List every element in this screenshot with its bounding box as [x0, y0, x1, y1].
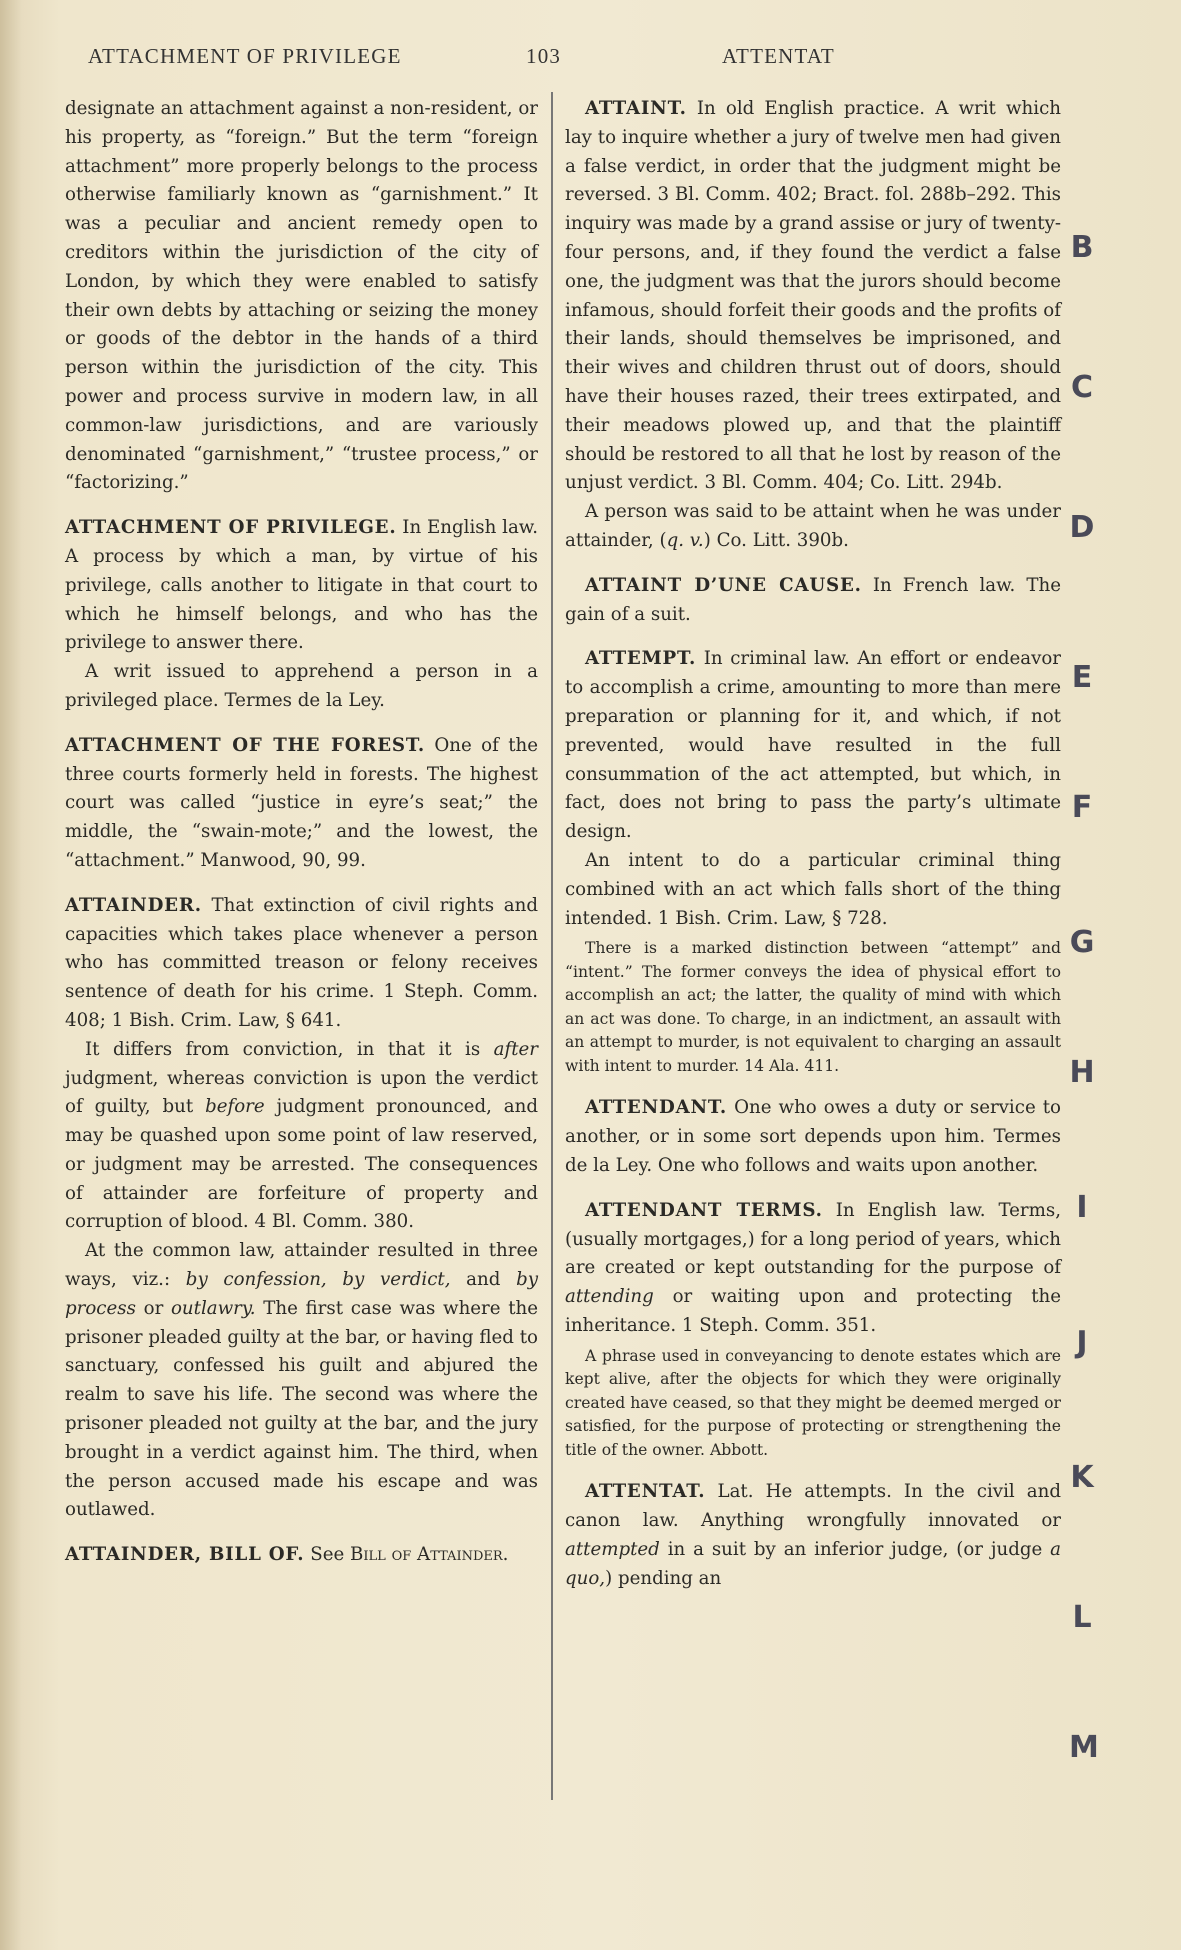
text-run: and	[450, 1269, 517, 1291]
see-text: See	[310, 1544, 345, 1566]
text-run: It differs from conviction, in that it is	[85, 1038, 494, 1060]
italic-run: after	[493, 1038, 538, 1060]
thumb-index-letter[interactable]: K	[1070, 1460, 1094, 1495]
thumb-index-letter[interactable]: E	[1071, 660, 1093, 695]
entry-note: There is a marked distinction between “attempt” and “intent.” The former conveys the idea of physical effort to accomplish an act; the latter, the quality of mind with which an act was done. To charge, in an indictment, an assault with an attempt to murder, is not equivalent to charging an assault with intent to murder. 14 Ala. 411.	[565, 939, 1061, 1075]
thumb-index-letter[interactable]: H	[1069, 1055, 1095, 1090]
entry-attempt	[565, 645, 1061, 1078]
entry-attentat	[565, 1478, 1061, 1593]
text-run: judgment pronounced, and may be quashed upon some point of law reserved, or judgment may be arrested. The consequences of attainder are forfeiture of property and corruption of blood. 4 Bl. Comm. 380.	[65, 1096, 538, 1233]
entry-paragraph	[65, 1237, 538, 1525]
headword: ATTENDANT.	[585, 1097, 728, 1119]
entry-note: A phrase used in conveyancing to denote estates which are kept alive, after the objects for which they were originally created have ceased, so that they might be deemed merged or satisfied, for the purpose of protecting or strengthening the title of the owner. Abbott.	[565, 1346, 1061, 1459]
thumb-index-letter[interactable]: G	[1069, 925, 1095, 960]
entry-text: That extinction of civil rights and capacities which takes place whenever a person who has committed treason or felony receives sentence of death for his crime. 1 Steph. Comm. 408; 1 Bish. Crim. Law, § 641.	[65, 894, 538, 1031]
thumb-index-letter[interactable]: B	[1070, 230, 1094, 265]
italic-run: by process	[65, 1269, 539, 1319]
entry-text: In old English practice. A writ which lay to inquire whether a jury of twelve men had given a false verdict, in order that the judgment might be reversed. 3 Bl. Comm. 402; Bract. fol. 288b–292. This inquiry was made by a grand assise or jury of twenty-four persons, and, if they found the verdict a false one, the judgment was that the jurors should become infamous, should forfeit their goods and the profits of their lands, should themselves be imprisoned, and their wives and children thrust out of doors, should have their houses razed, their trees extirpated, and their meadows plowed up, and that the plaintiff should be restored to all that he lost by reason of the unjust verdict. 3 Bl. Comm. 404; Co. Litt. 294b.	[565, 98, 1061, 494]
text-run: At the common law, attainder resulted in three ways, viz.:	[65, 1240, 538, 1291]
page-number: 103	[526, 44, 562, 68]
text-run: or	[135, 1297, 171, 1319]
headword: ATTENDANT TERMS.	[585, 1199, 823, 1221]
text-run: In English law. Terms, (usually mortgages,) for a long period of years, which are created or kept outstanding for the purpose of	[565, 1199, 1061, 1279]
entry-attainder	[65, 892, 538, 1526]
text-run: A person was said to be attaint when he was under attainder, (	[565, 501, 1061, 551]
text-run: in a suit by an inferior judge, (or judge	[659, 1538, 1051, 1560]
left-column	[65, 95, 538, 1583]
headword: ATTACHMENT OF THE FOREST.	[65, 734, 425, 756]
text-run: ) Co. Litt. 390b.	[703, 529, 849, 551]
italic-run: before	[205, 1096, 265, 1118]
entry-paragraph	[65, 1036, 538, 1238]
headword: ATTAINT D’UNE CAUSE.	[585, 574, 862, 596]
thumb-index-letter[interactable]: I	[1076, 1190, 1088, 1225]
cross-reference-link[interactable]: Bill of Attainder.	[350, 1544, 509, 1566]
entry-attainder-bill-of	[65, 1541, 538, 1570]
italic-run: attempted	[565, 1538, 660, 1560]
entry-text: In criminal law. An effort or endeavor to accomplish a crime, amounting to more than mere preparation or planning for it, and which, if not prevented, would have resulted in the full consummation of the act attempted, but which, in fact, does not bring to pass the party’s ultimate design.	[565, 648, 1061, 843]
entry-text: One of the three courts formerly held in forests. The highest court was called “justice in eyre’s seat;” the middle, the “swain-mote;” and the lowest, the “attachment.” Manwood, 90, 99.	[65, 734, 538, 871]
entry-text: In French law. The gain of a suit.	[565, 574, 1061, 625]
running-header	[0, 44, 1181, 74]
thumb-index-letter[interactable]: D	[1069, 510, 1095, 545]
headword: ATTEMPT.	[585, 648, 697, 670]
header-left-term: ATTACHMENT OF PRIVILEGE	[88, 44, 402, 68]
entry-paragraph	[565, 498, 1061, 556]
entry-text: One who owes a duty or service to another, or in some sort depends upon him. Termes de la Ley. One who follows and waits upon another.	[565, 1097, 1061, 1176]
headword: ATTENTAT.	[585, 1481, 706, 1503]
thumb-index-letter[interactable]: M	[1069, 1730, 1099, 1765]
headword: ATTAINDER, BILL OF.	[65, 1544, 305, 1566]
entry-attaint-dune-cause	[565, 572, 1061, 630]
italic-run: outlawry.	[170, 1297, 256, 1319]
entry-continuation	[65, 95, 538, 498]
italic-run: attending	[565, 1286, 654, 1308]
text-run: or waiting upon and protecting the inheritance. 1 Steph. Comm. 351.	[565, 1286, 1061, 1336]
right-column	[565, 95, 1061, 1606]
italic-run: q. v.	[666, 529, 704, 551]
text-run: The first case was where the prisoner pleaded guilty at the bar, or having fled to sanctuary, confessed his guilt and abjured the realm to save his life. The second was where the prisoner pleaded not guilty at the bar, and the jury brought in a verdict against him. The third, when the person accused made his escape and was outlawed.	[65, 1297, 538, 1521]
text-run: Lat. He attempts. In the civil and canon law. Anything wrongfully innovated or	[565, 1481, 1061, 1531]
headword: ATTAINT.	[585, 98, 687, 119]
entry-attaint	[565, 95, 1061, 556]
italic-run: a quo,	[565, 1538, 1061, 1589]
entry-attachment-of-the-forest	[65, 732, 538, 876]
italic-run: by confession, by verdict,	[185, 1269, 451, 1291]
entry-attachment-of-privilege	[65, 514, 538, 716]
thumb-index-letter[interactable]: C	[1070, 370, 1094, 405]
entry-text: In English law. A process by which a man, by virtue of his privilege, calls another to litigate in that court to which he himself belongs, and who has the privilege to answer there.	[65, 517, 538, 654]
column-divider	[551, 92, 553, 1800]
thumb-index-letter[interactable]: J	[1076, 1325, 1088, 1360]
entry-attendant	[565, 1094, 1061, 1180]
headword: ATTACHMENT OF PRIVILEGE.	[65, 517, 397, 539]
entry-paragraph: A writ issued to apprehend a person in a privileged place. Termes de la Ley.	[65, 661, 538, 711]
continuation-text: designate an attachment against a non-resident, or his property, as “foreign.” But the term “foreign attachment” more properly belongs to the process otherwise familiarly known as “garnishment.” It was a peculiar and ancient remedy open to creditors within the jurisdiction of the city of London, by which they were enabled to satisfy their own debts by attaching or seizing the money or goods of the debtor in the hands of a third person within the jurisdiction of the city. This power and process survive in modern law, in all common-law jurisdictions, and are variously denominated “garnishment,” “trustee process,” or “factorizing.”	[65, 98, 538, 494]
thumb-index-letter[interactable]: F	[1071, 790, 1093, 825]
thumb-index-letter[interactable]: L	[1072, 1600, 1092, 1635]
entry-paragraph: An intent to do a particular criminal thing combined with an act which falls short of the thing intended. 1 Bish. Crim. Law, § 728.	[565, 849, 1061, 929]
text-run: judgment, whereas conviction is upon the verdict of guilty, but	[65, 1067, 538, 1118]
text-run: ) pending an	[605, 1567, 722, 1589]
header-right-term: ATTENTAT	[722, 44, 835, 68]
headword: ATTAINDER.	[65, 894, 202, 916]
entry-attendant-terms	[565, 1197, 1061, 1462]
